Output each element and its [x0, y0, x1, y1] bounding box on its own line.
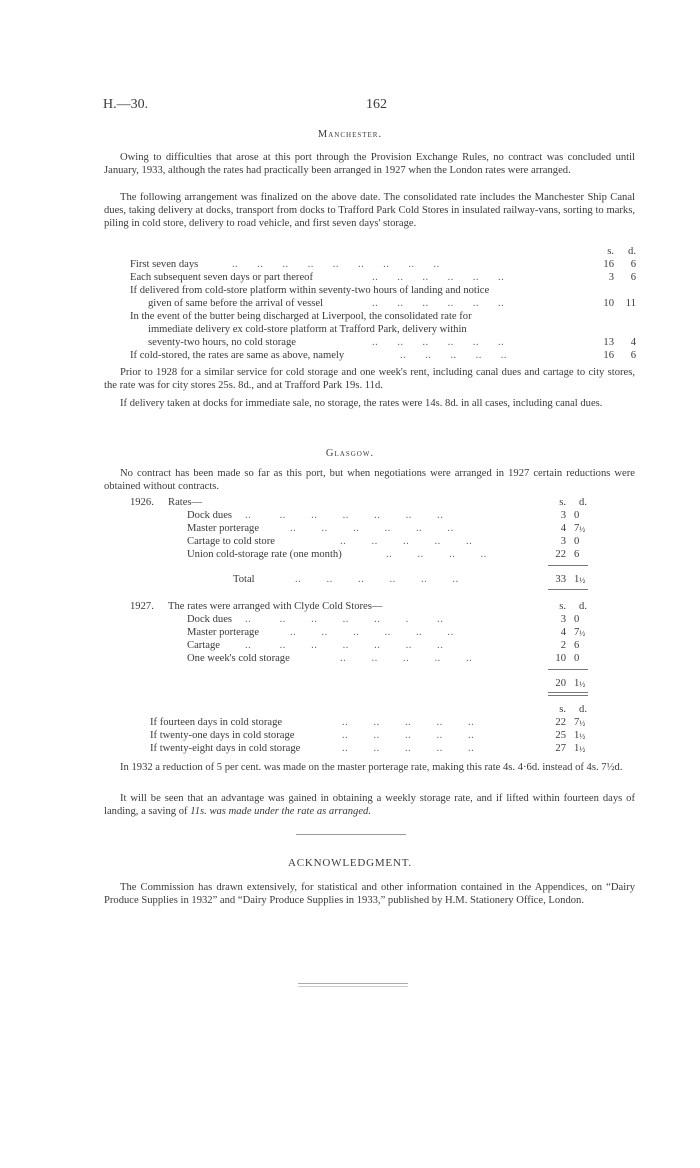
- rate-row: Master porterage .. .. .. .. .. .. 4 7½: [187, 523, 586, 534]
- rates-1926-heading: [0, 496, 700, 509]
- rate-pence: 6: [574, 549, 580, 560]
- page-number: 162: [366, 97, 387, 112]
- document-reference: H.—30.: [103, 97, 149, 112]
- fraction: ½: [579, 576, 586, 585]
- total-shillings: 33: [555, 574, 566, 585]
- column-shillings: s.: [559, 704, 566, 715]
- fraction: ½: [579, 680, 586, 689]
- rate-label: If cold-stored, the rates are same as above, namely: [130, 350, 345, 361]
- rate-shillings: 13: [603, 337, 614, 348]
- glasgow-paragraph-1: No contract has been made so far as this port, but when negotiations were arranged in 1927 certain reductions were obtained without contracts.: [104, 468, 635, 493]
- year-label: 1926.: [130, 497, 154, 508]
- rate-pence: 7½: [574, 627, 586, 638]
- rate-row: If fourteen days in cold storage .. .. .. .. .. 22 7½: [150, 717, 586, 728]
- rate-shillings: 3: [560, 614, 566, 625]
- column-pence: d.: [579, 704, 587, 715]
- rate-shillings: 22: [555, 549, 566, 560]
- rate-row: Cartage .. .. .. .. .. .. .. 2 6: [187, 640, 580, 651]
- italic-phrase: 11s. was made under the rate as arranged.: [190, 806, 371, 818]
- rate-label: In the event of the butter being discharged at Liverpool, the consolidated rate for: [130, 311, 472, 322]
- manchester-paragraph-2: The following arrangement was finalized on the above date. The consolidated rate includes the Manchester Ship Canal dues, taking delivery at docks, transport from docks to Trafford Park Cold Stores in insulated railway-vans, sorting to marks, piling in cold store, delivery to road vehicle, and first seven days' storage.: [104, 192, 635, 230]
- rate-shillings: 16: [603, 259, 614, 270]
- sum-rule: [548, 565, 588, 566]
- rate-shillings: 25: [555, 730, 566, 741]
- section-title-manchester: Manchester.: [317, 129, 383, 140]
- rate-shillings: 2: [560, 640, 566, 651]
- rate-shillings: 10: [555, 653, 566, 664]
- glasgow-paragraph-2: In 1932 a reduction of 5 per cent. was made on the master porterage rate, making this rate 4s. 4·6d. instead of 4s. 7½d.: [120, 762, 623, 773]
- rate-label: Union cold-storage rate (one month): [187, 549, 342, 560]
- rate-label: Dock dues: [187, 614, 233, 625]
- rate-label: If fourteen days in cold storage: [150, 717, 283, 728]
- sum-rule: [548, 669, 588, 670]
- rate-pence: 6: [574, 640, 580, 651]
- fraction: ½: [579, 525, 586, 534]
- year-label: 1927.: [130, 601, 154, 612]
- rate-pence: 1½: [574, 743, 586, 754]
- section-divider: [296, 834, 406, 835]
- column-shillings: s.: [559, 601, 566, 612]
- total-label: Total: [233, 574, 255, 585]
- manchester-paragraph-4: If delivery taken at docks for immediate sale, no storage, the rates were 14s. 8d. in all cases, including canal dues.: [120, 398, 603, 409]
- rate-label: If twenty-one days in cold storage: [150, 730, 295, 741]
- fraction: ½: [579, 629, 586, 638]
- rate-shillings: 3: [608, 272, 614, 283]
- rate-pence: 4: [630, 337, 636, 348]
- rate-pence: 11: [625, 298, 636, 309]
- rate-row: seventy-two hours, no cold storage .. .. .. .. .. .. 13 4: [148, 337, 636, 348]
- rates-heading: The rates were arranged with Clyde Cold Stores—: [168, 601, 383, 612]
- rate-row: [0, 284, 700, 297]
- rate-pence: 7½: [574, 717, 586, 728]
- rate-shillings: 4: [560, 523, 566, 534]
- rate-pence: 6: [630, 259, 636, 270]
- rate-label: One week's cold storage: [187, 653, 290, 664]
- total-rule: [548, 692, 588, 693]
- total-rule: [548, 589, 588, 590]
- rate-shillings: 10: [603, 298, 614, 309]
- section-title-acknowledgment: ACKNOWLEDGMENT.: [288, 857, 412, 869]
- rate-label: immediate delivery ex cold-store platform at Trafford Park, delivery within: [148, 324, 467, 335]
- rate-pence: 0: [574, 536, 580, 547]
- rate-row: Cartage to cold store .. .. .. .. .. 3 0: [187, 536, 580, 547]
- rate-shillings: 27: [555, 743, 566, 754]
- rate-label: If twenty-eight days in cold storage: [150, 743, 301, 754]
- rate-row: First seven days .. .. .. .. .. .. .. .. .. 16 6: [130, 259, 636, 270]
- extra-column-header: [0, 703, 700, 716]
- rate-shillings: 3: [560, 536, 566, 547]
- acknowledgment-paragraph: The Commission has drawn extensively, for statistical and other information contained in the Appendices, on “Dairy Produce Supplies in 1932” and “Dairy Produce Supplies in 1933,” published by H.M. Stationery Office, London.: [104, 882, 635, 907]
- manchester-paragraph-1: Owing to difficulties that arose at this port through the Provision Exchange Rules, no contract was concluded until January, 1933, although the rates had practically been arranged in 1927 when the London rates were arranged.: [104, 152, 635, 177]
- rate-label: Each subsequent seven days or part thereof: [130, 272, 313, 283]
- rate-label: given of same before the arrival of vessel: [148, 298, 324, 309]
- rate-pence: 6: [630, 272, 636, 283]
- rate-label: Dock dues: [187, 510, 233, 521]
- end-rule: [298, 986, 408, 987]
- rate-label: First seven days: [130, 259, 199, 270]
- rate-row: Dock dues .. .. .. .. .. .. .. 3 0: [187, 510, 580, 521]
- rate-row: If twenty-eight days in cold storage .. .. .. .. .. 27 1½: [150, 743, 586, 754]
- manchester-paragraph-3: Prior to 1928 for a similar service for cold storage and one week's rent, including canal dues and cartage to city stores, the rate was for city stores 25s. 8d., and at Trafford Park 19s. 11d.: [104, 367, 635, 392]
- rate-pence: 0: [574, 653, 580, 664]
- fraction: ½: [579, 745, 586, 754]
- rate-shillings: 22: [555, 717, 566, 728]
- rate-pence: 7½: [574, 523, 586, 534]
- rate-row: Union cold-storage rate (one month) .. .. .. .. 22 6: [187, 549, 580, 560]
- column-pence: d.: [628, 246, 636, 257]
- column-pence: d.: [579, 601, 587, 612]
- rate-shillings: 4: [560, 627, 566, 638]
- rate-label: seventy-two hours, no cold storage: [148, 337, 296, 348]
- rate-pence: 0: [574, 614, 580, 625]
- fraction: ½: [579, 719, 586, 728]
- rate-row: Master porterage .. .. .. .. .. .. 4 7½: [187, 627, 586, 638]
- rate-row: One week's cold storage .. .. .. .. .. 10 0: [187, 653, 580, 664]
- rate-label: Master porterage: [187, 627, 260, 638]
- rate-label: Master porterage: [187, 523, 260, 534]
- total-pence: 1½: [574, 574, 586, 585]
- column-shillings: s.: [607, 246, 614, 257]
- rates-1927-heading: [0, 600, 700, 613]
- rate-shillings: 16: [603, 350, 614, 361]
- rate-row: If cold-stored, the rates are same as above, namely .. .. .. .. .. 16 6: [130, 350, 636, 361]
- rate-row: [0, 323, 700, 336]
- rate-pence: 6: [630, 350, 636, 361]
- total-rule: [548, 695, 588, 696]
- rate-pence: 1½: [574, 730, 586, 741]
- rate-row: Each subsequent seven days or part thereof .. .. .. .. .. .. 3 6: [130, 272, 636, 283]
- total-pence: 1½: [574, 678, 586, 689]
- rate-row: given of same before the arrival of vessel .. .. .. .. .. .. 10 11: [148, 298, 636, 309]
- total-row: Total .. .. .. .. .. .. 33 1½: [233, 574, 586, 585]
- rate-label: If delivered from cold-store platform within seventy-two hours of landing and notice: [130, 285, 490, 296]
- rate-pence: 0: [574, 510, 580, 521]
- column-shillings: s.: [559, 497, 566, 508]
- rate-row: Dock dues .. .. .. .. .. . .. 3 0: [187, 614, 580, 625]
- rate-row: If twenty-one days in cold storage .. .. .. .. .. 25 1½: [150, 730, 586, 741]
- total-shillings: 20: [555, 678, 566, 689]
- end-rule: [298, 983, 408, 984]
- column-pence: d.: [579, 497, 587, 508]
- manchester-column-header: [0, 245, 700, 258]
- rate-label: Cartage to cold store: [187, 536, 275, 547]
- total-row: [0, 677, 700, 690]
- rate-label: Cartage: [187, 640, 220, 651]
- fraction: ½: [579, 732, 586, 741]
- rate-row: [0, 310, 700, 323]
- section-title-glasgow: Glasgow.: [325, 448, 375, 459]
- rate-shillings: 3: [560, 510, 566, 521]
- rates-heading: Rates—: [168, 497, 203, 508]
- glasgow-paragraph-3: It will be seen that an advantage was gained in obtaining a weekly storage rate, and if lifted within fourteen days of landing, a saving of 11s. was made under the rate as arranged.: [104, 793, 635, 818]
